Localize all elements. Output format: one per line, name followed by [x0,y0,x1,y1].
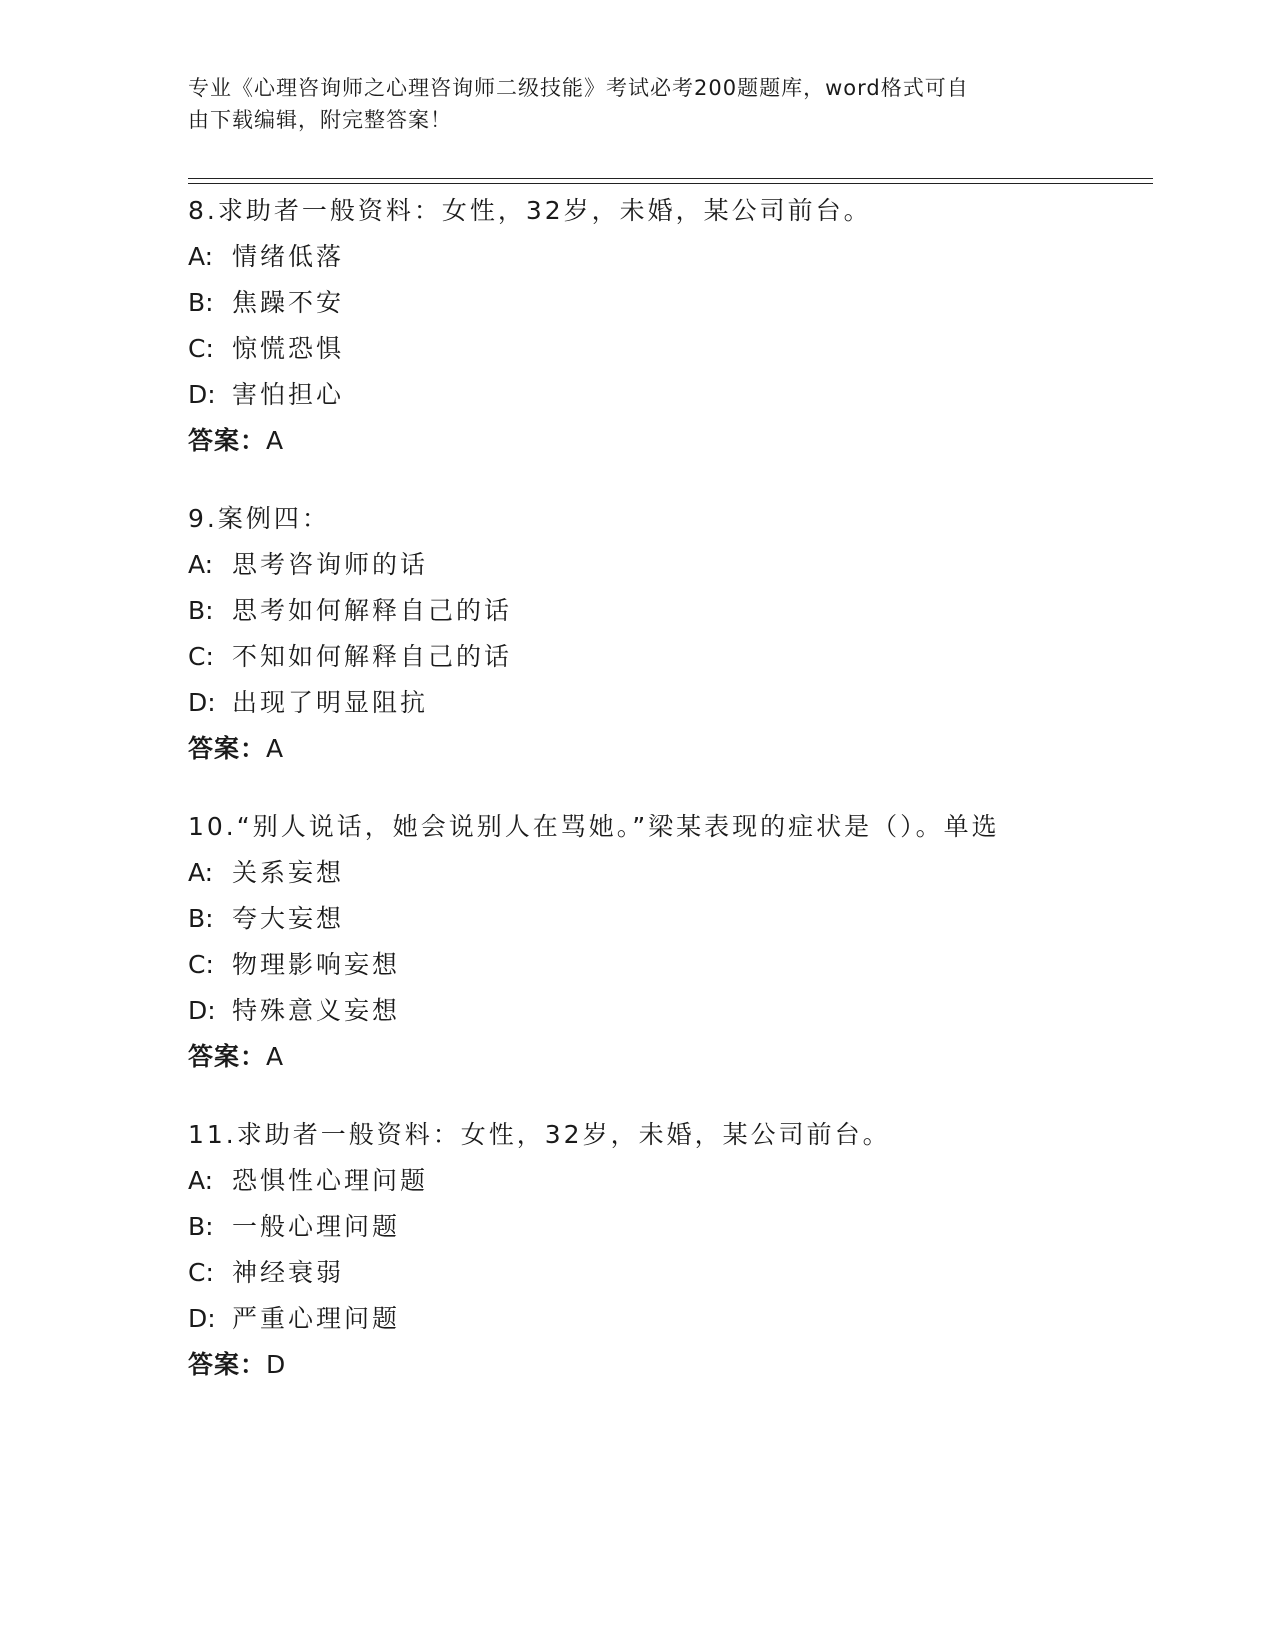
option-text: 物理影响妄想 [232,950,401,979]
answer-value: D [266,1350,287,1379]
answer-line [188,1034,1148,1080]
option-key: C: [188,1258,214,1287]
option-key: D: [188,1304,216,1333]
option-text: 恐惧性心理问题 [232,1166,429,1195]
option-c [188,326,1148,372]
answer-value: A [266,734,285,763]
option-text: 不知如何解释自己的话 [232,642,513,671]
option-key: D: [188,996,216,1025]
answer-value: A [266,1042,285,1071]
option-text: 焦躁不安 [232,288,345,317]
option-key: D: [188,380,216,409]
question-item [188,804,1148,1080]
option-key: B: [188,904,214,933]
option-key: C: [188,950,214,979]
question-stem: 8.求助者一般资料：女性，32岁，未婚，某公司前台。 [188,196,872,225]
option-d [188,1296,1148,1342]
option-key: A: [188,858,214,887]
option-b [188,1204,1148,1250]
answer-label: 答案： [188,426,267,455]
option-c [188,1250,1148,1296]
option-text: 情绪低落 [232,242,345,271]
option-a [188,234,1148,280]
option-text: 严重心理问题 [232,1304,401,1333]
question-list [188,188,1148,1420]
answer-label: 答案： [188,1042,267,1071]
option-key: C: [188,334,214,363]
answer-label: 答案： [188,734,267,763]
document-header [188,72,1088,136]
option-text: 惊慌恐惧 [232,334,345,363]
question-stem: 9.案例四： [188,504,330,533]
option-text: 一般心理问题 [232,1212,401,1241]
option-b [188,588,1148,634]
option-text: 神经衰弱 [232,1258,345,1287]
option-c [188,634,1148,680]
option-d [188,988,1148,1034]
option-key: D: [188,688,216,717]
answer-line [188,1342,1148,1388]
question-stem: 10.“别人说话，她会说别人在骂她。”梁某表现的症状是（）。单选 [188,812,1000,841]
option-key: B: [188,288,214,317]
option-text: 出现了明显阻抗 [232,688,429,717]
header-divider-top [188,178,1153,179]
question-item [188,496,1148,772]
question-item [188,188,1148,464]
header-line-2: 由下载编辑，附完整答案！ [188,108,452,132]
option-d [188,372,1148,418]
header-line-1: 专业《心理咨询师之心理咨询师二级技能》考试必考200题题库，word格式可自 [188,76,969,100]
option-text: 害怕担心 [232,380,345,409]
option-a [188,850,1148,896]
option-a [188,542,1148,588]
option-key: B: [188,596,214,625]
option-text: 特殊意义妄想 [232,996,401,1025]
question-item [188,1112,1148,1388]
answer-label: 答案： [188,1350,267,1379]
answer-line [188,726,1148,772]
option-b [188,280,1148,326]
option-key: A: [188,242,214,271]
option-key: B: [188,1212,214,1241]
option-key: C: [188,642,214,671]
option-c [188,942,1148,988]
header-divider-bottom [188,183,1153,184]
option-text: 夸大妄想 [232,904,345,933]
question-stem: 11.求助者一般资料：女性，32岁，未婚，某公司前台。 [188,1120,891,1149]
option-key: A: [188,550,214,579]
option-text: 思考如何解释自己的话 [232,596,513,625]
option-b [188,896,1148,942]
option-text: 关系妄想 [232,858,345,887]
answer-value: A [266,426,285,455]
option-a [188,1158,1148,1204]
option-text: 思考咨询师的话 [232,550,429,579]
option-key: A: [188,1166,214,1195]
answer-line [188,418,1148,464]
option-d [188,680,1148,726]
